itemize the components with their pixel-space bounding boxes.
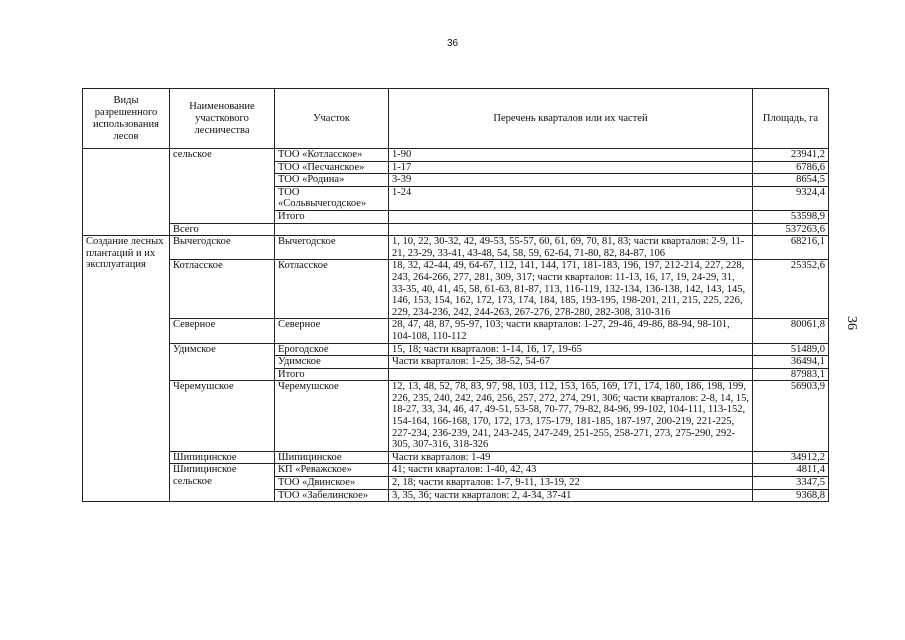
quarters-cell: 2, 18; части кварталов: 1-7, 9-11, 13-19, 22 xyxy=(389,477,753,490)
forest-use-table xyxy=(82,88,829,502)
forestry-cell: Удимское xyxy=(170,343,275,381)
forestry-cell: Шипицинское сельское xyxy=(170,464,275,502)
forestry-cell: Вычегодское xyxy=(170,236,275,260)
quarters-cell: 1-17 xyxy=(389,161,753,174)
section-cell: Шипицинское xyxy=(275,451,389,464)
area-cell: 80061,8 xyxy=(753,319,829,343)
table-row xyxy=(83,319,829,343)
area-cell: 87983,1 xyxy=(753,368,829,381)
quarters-cell xyxy=(389,368,753,381)
quarters-cell: 18, 32, 42-44, 49, 64-67, 112, 141, 144, 171, 181-183, 196, 197, 212-214, 227, 228, 243, 264-266, 277, 281, 309, 317; части кварталов: 11-13, 16, 17, 19, 24-29, 31, 33-35, 40, 41, 45, 58, 61-63, 81-87, 113, 116-119, 132-134, 136-138, 142, 143, 145, 146, 153, 154, 162, 172, 173, 174, 184, 185, 193-195, 198-201, 211, 215, 225, 226, 229, 234-236, 242, 244-263, 267-276, 278-280, 282-308, 310-316 xyxy=(389,260,753,319)
section-cell: ТОО «Котласское» xyxy=(275,149,389,162)
quarters-cell: 3, 35, 36; части кварталов: 2, 4-34, 37-41 xyxy=(389,489,753,502)
type-cell xyxy=(83,149,170,236)
header-section: Участок xyxy=(275,89,389,149)
total-area: 537263,6 xyxy=(753,223,829,236)
quarters-cell: 15, 18; части кварталов: 1-14, 16, 17, 19-65 xyxy=(389,343,753,356)
area-cell: 36494,1 xyxy=(753,356,829,369)
table-row xyxy=(83,149,829,162)
area-cell: 9368,8 xyxy=(753,489,829,502)
area-cell: 6786,6 xyxy=(753,161,829,174)
header-area: Площадь, га xyxy=(753,89,829,149)
quarters-cell: 12, 13, 48, 52, 78, 83, 97, 98, 103, 112, 153, 165, 169, 171, 174, 180, 186, 198, 199, 226, 235, 240, 242, 246, 256, 257, 272, 274, 291, 306; части кварталов: 2-8, 14, 15, 18-27, 33, 34, 46, 47, 49-51, 53-58, 70-77, 79-82, 84-96, 99-102, 104-111, 113-152, 154-164, 166-168, 170, 172, 173, 175-179, 181-185, 187-197, 200-219, 221-225, 227-234, 236-239, 241, 243-245, 247-249, 251-255, 258-271, 273, 275-290, 292-305, 307-316, 318-326 xyxy=(389,381,753,452)
section-cell: ТОО «Песчанское» xyxy=(275,161,389,174)
area-cell: 8654,5 xyxy=(753,174,829,187)
area-cell: 53598,9 xyxy=(753,210,829,223)
header-quarters: Перечень кварталов или их частей xyxy=(389,89,753,149)
area-cell: 51489,0 xyxy=(753,343,829,356)
section-cell: ТОО «Сольвычегодское» xyxy=(275,186,389,210)
area-cell: 23941,2 xyxy=(753,149,829,162)
section-cell: Северное xyxy=(275,319,389,343)
page-number-side: 36 xyxy=(844,316,859,330)
forestry-cell: Котласское xyxy=(170,260,275,319)
section-cell: Котласское xyxy=(275,260,389,319)
section-cell: Черемушское xyxy=(275,381,389,452)
table-row xyxy=(83,260,829,319)
header-forestry: Наименование участкового лесничества xyxy=(170,89,275,149)
total-spacer xyxy=(389,223,753,236)
area-cell: 3347,5 xyxy=(753,477,829,490)
quarters-cell: 1-24 xyxy=(389,186,753,210)
quarters-cell: 3-39 xyxy=(389,174,753,187)
section-cell: ТОО «Забелинское» xyxy=(275,489,389,502)
forestry-cell: Шипицинское xyxy=(170,451,275,464)
total-row xyxy=(83,223,829,236)
section-cell: ТОО «Двинское» xyxy=(275,477,389,490)
table-row xyxy=(83,236,829,260)
section-cell: Итого xyxy=(275,210,389,223)
section-cell: Итого xyxy=(275,368,389,381)
table-row xyxy=(83,343,829,356)
quarters-cell: 28, 47, 48, 87, 95-97, 103; части кварталов: 1-27, 29-46, 49-86, 88-94, 98-101, 104-108, 110-112 xyxy=(389,319,753,343)
quarters-cell: 1-90 xyxy=(389,149,753,162)
area-cell: 56903,9 xyxy=(753,381,829,452)
area-cell: 9324,4 xyxy=(753,186,829,210)
table-row xyxy=(83,451,829,464)
page-number-top: 36 xyxy=(446,38,459,49)
table-row xyxy=(83,464,829,477)
section-cell: Удимское xyxy=(275,356,389,369)
quarters-cell: 41; части кварталов: 1-40, 42, 43 xyxy=(389,464,753,477)
quarters-cell: 1, 10, 22, 30-32, 42, 49-53, 55-57, 60, 61, 69, 70, 81, 83; части кварталов: 2-9, 11-21, 23-29, 33-41, 43-48, 54, 58, 59, 62-64, 71-80, 82, 84-87, 106 xyxy=(389,236,753,260)
area-cell: 4811,4 xyxy=(753,464,829,477)
type-cell: Создание лесных плантаций и их эксплуатация xyxy=(83,236,170,502)
forestry-cell: сельское xyxy=(170,149,275,224)
forestry-cell: Северное xyxy=(170,319,275,343)
total-spacer xyxy=(275,223,389,236)
area-cell: 34912,2 xyxy=(753,451,829,464)
section-cell: Ерогодское xyxy=(275,343,389,356)
quarters-cell: Части кварталов: 1-25, 38-52, 54-67 xyxy=(389,356,753,369)
area-cell: 25352,6 xyxy=(753,260,829,319)
section-cell: КП «Реважское» xyxy=(275,464,389,477)
area-cell: 68216,1 xyxy=(753,236,829,260)
forestry-cell: Черемушское xyxy=(170,381,275,452)
section-cell: Вычегодское xyxy=(275,236,389,260)
table-header-row xyxy=(83,89,829,149)
total-label: Всего xyxy=(170,223,275,236)
table-row xyxy=(83,381,829,452)
header-type: Виды разрешенного использования лесов xyxy=(83,89,170,149)
quarters-cell xyxy=(389,210,753,223)
section-cell: ТОО «Родина» xyxy=(275,174,389,187)
quarters-cell: Части кварталов: 1-49 xyxy=(389,451,753,464)
